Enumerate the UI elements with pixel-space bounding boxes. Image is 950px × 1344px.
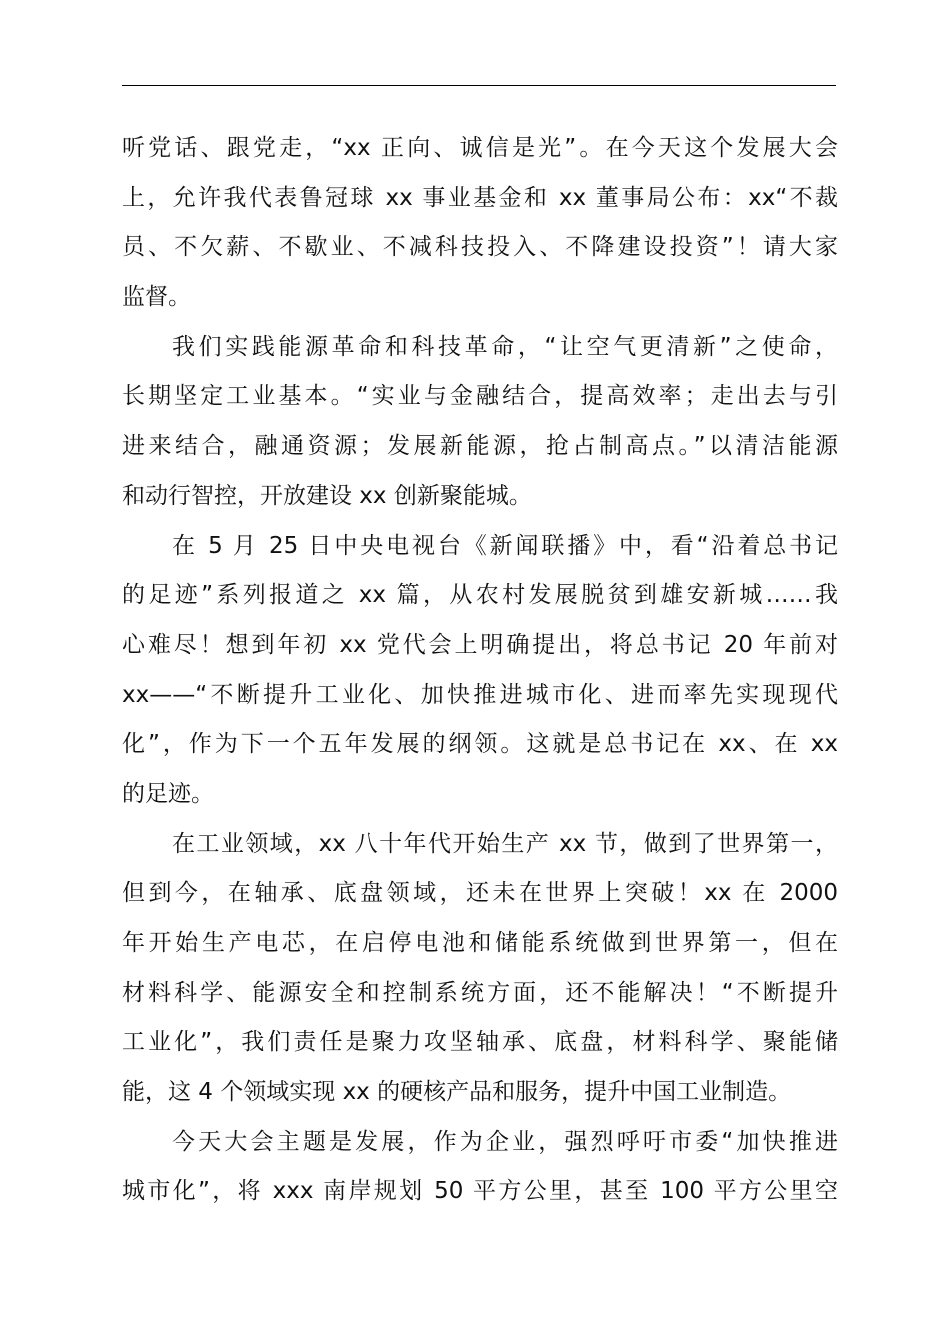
paragraph-1 [122, 124, 838, 323]
document-body [122, 124, 838, 1217]
text-line: 长期坚定工业基本。“实业与金融结合，提高效率；走出去与引 [122, 383, 838, 410]
text-line: 的足迹”系列报道之 xx 篇，从农村发展脱贫到雄安新城……我 [122, 582, 838, 609]
text-line: 的足迹。 [122, 780, 214, 807]
paragraph-5 [122, 1118, 838, 1217]
text-line: 和动行智控，开放建设 xx 创新聚能城。 [122, 482, 532, 509]
text-line: 上，允许我代表鲁冠球 xx 事业基金和 xx 董事局公布：xx“不裁 [122, 184, 838, 211]
text-line: 员、不欠薪、不歇业、不减科技投入、不降建设投资”！请大家 [122, 234, 838, 261]
text-line: 今天大会主题是发展，作为企业，强烈呼吁市委“加快推进 [172, 1128, 838, 1155]
text-line: 在工业领域，xx 八十年代开始生产 xx 节，做到了世界第一， [172, 830, 838, 857]
text-line: 材料科学、能源安全和控制系统方面，还不能解决！“不断提升 [122, 979, 838, 1006]
header-rule [122, 85, 836, 86]
text-line: 年开始生产电芯，在启停电池和储能系统做到世界第一，但在 [122, 930, 838, 956]
text-line: 进来结合，融通资源；发展新能源，抢占制高点。”以清洁能源 [122, 433, 838, 460]
text-line: 心难尽！想到年初 xx 党代会上明确提出，将总书记 20 年前对 [122, 631, 838, 658]
text-line: 城市化”，将 xxx 南岸规划 50 平方公里，甚至 100 平方公里空 [122, 1178, 838, 1205]
text-line: 但到今，在轴承、底盘领域，还未在世界上突破！xx 在 2000 [122, 880, 838, 907]
text-line: 我们实践能源革命和科技革命，“让空气更清新”之使命， [172, 333, 838, 360]
paragraph-2 [122, 323, 838, 522]
text-line: 化”，作为下一个五年发展的纲领。这就是总书记在 xx、在 xx [122, 731, 838, 758]
text-line: 能，这 4 个领域实现 xx 的硬核产品和服务，提升中国工业制造。 [122, 1079, 792, 1106]
text-line: xx——“不断提升工业化、加快推进城市化、进而率先实现现代 [122, 681, 838, 708]
text-line: 监督。 [122, 284, 191, 311]
text-line: 在 5 月 25 日中央电视台《新闻联播》中，看“沿着总书记 [172, 532, 838, 559]
paragraph-3 [122, 522, 838, 820]
text-line: 听党话、跟党走，“xx 正向、诚信是光”。在今天这个发展大会 [122, 135, 838, 161]
text-line: 工业化”，我们责任是聚力攻坚轴承、底盘，材料科学、聚能储 [122, 1029, 838, 1056]
paragraph-4 [122, 820, 838, 1118]
